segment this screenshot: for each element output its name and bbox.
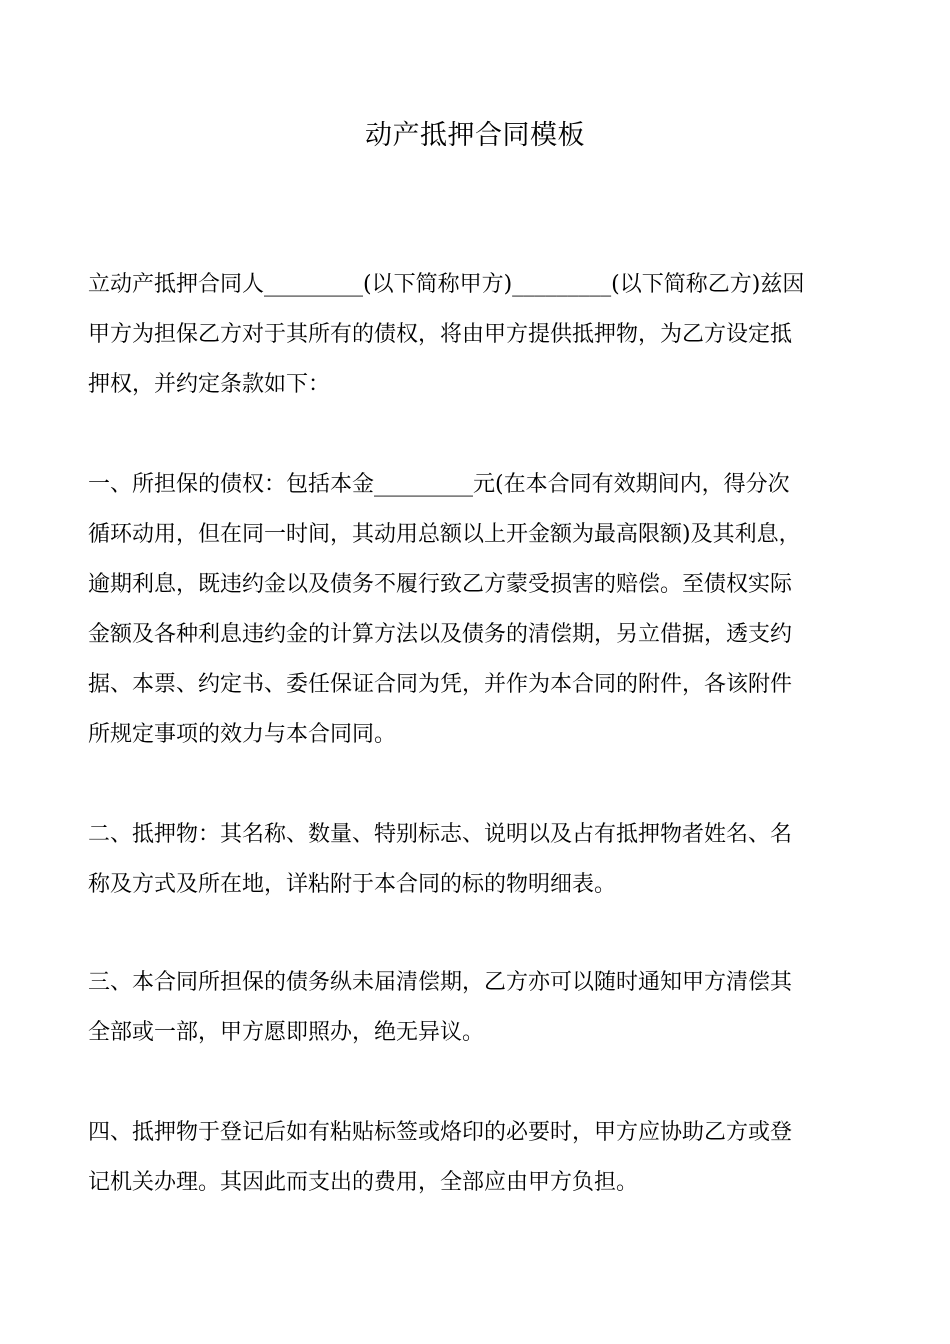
paragraph-line: 金额及各种利息违约金的计算方法以及债务的清偿期，另立借据，透支约 — [88, 622, 793, 647]
paragraph-line: 逾期利息，既违约金以及债务不履行致乙方蒙受损害的赔偿。至债权实际 — [88, 572, 793, 597]
document-title: 动产抵押合同模板 — [365, 120, 585, 151]
paragraph-line: 立动产抵押合同人_________(以下简称甲方)_________(以下简称乙方)兹因 — [88, 272, 805, 297]
paragraph-line: 所规定事项的效力与本合同同。 — [88, 722, 397, 747]
paragraph-preamble — [88, 260, 862, 410]
paragraph-line: 一、所担保的债权：包括本金_________元(在本合同有效期间内，得分次 — [88, 472, 790, 497]
paragraph-line: 记机关办理。其因此而支出的费用，全部应由甲方负担。 — [88, 1170, 639, 1195]
paragraph-clause-4 — [88, 1108, 862, 1208]
paragraph-line: 甲方为担保乙方对于其所有的债权，将由甲方提供抵押物，为乙方设定抵 — [88, 322, 793, 347]
paragraph-line: 全部或一部，甲方愿即照办，绝无异议。 — [88, 1020, 485, 1045]
paragraph-clause-1 — [88, 460, 862, 760]
paragraph-line: 四、抵押物于登记后如有粘贴标签或烙印的必要时，甲方应协助乙方或登 — [88, 1120, 793, 1145]
paragraph-line: 称及方式及所在地，详粘附于本合同的标的物明细表。 — [88, 872, 617, 897]
paragraph-line: 据、本票、约定书、委任保证合同为凭，并作为本合同的附件，各该附件 — [88, 672, 793, 697]
paragraph-line: 循环动用，但在同一时间，其动用总额以上开金额为最高限额)及其利息， — [88, 522, 801, 547]
paragraph-clause-2 — [88, 810, 862, 910]
paragraph-line: 三、本合同所担保的债务纵未届清偿期，乙方亦可以随时通知甲方清偿其 — [88, 970, 793, 995]
paragraph-clause-3 — [88, 958, 862, 1058]
paragraph-line: 二、抵押物：其名称、数量、特别标志、说明以及占有抵押物者姓名、名 — [88, 822, 793, 847]
paragraph-line: 押权，并约定条款如下： — [88, 372, 331, 397]
